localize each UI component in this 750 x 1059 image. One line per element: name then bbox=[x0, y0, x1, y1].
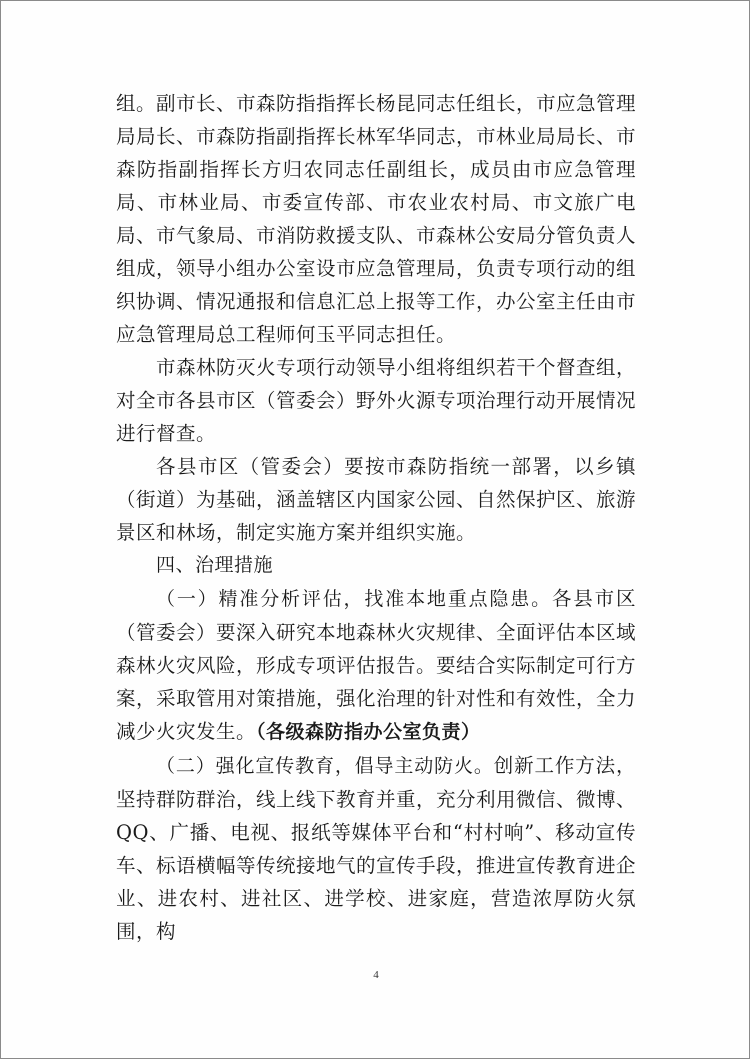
measure-item-1-responsibility: （各级森防指办公室负责） bbox=[256, 721, 481, 743]
measure-item-2 bbox=[116, 749, 636, 948]
page-number: 4 bbox=[373, 969, 379, 981]
measure-item-1-lead: （一）精准分析评估，找准本地重点隐患。 bbox=[156, 588, 552, 610]
paragraph-county-deployment: 各县市区（管委会）要按市森防指统一部署，以乡镇（街道）为基础，涵盖辖区内国家公园、自然保护区、旅游景区和林场，制定实施方案并组织实施。 bbox=[116, 455, 637, 544]
measure-item-1 bbox=[116, 582, 636, 749]
measure-item-2-body: 创新工作方法，坚持群防群治，线上线下教育并重，充分利用微信、微博、QQ、广播、电视、报纸等媒体平台和“村村响”、移动宣传车、标语横幅等传统接地气的宣传手段，推进宣传教育进企业、进农村、进社区、进学校、进家庭，营造浓厚防火氛围，构 bbox=[116, 754, 637, 943]
measure-item-2-lead: （二）强化宣传教育，倡导主动防火。 bbox=[156, 755, 494, 777]
paragraph-leading-group: 组。副市长、市森防指指挥长杨昆同志任组长，市应急管理局局长、市森防指副指挥长林军华同志，市林业局局长、市森防指副指挥长方归农同志任副组长，成员由市应急管理局、市林业局、市委宣传部、市农业农村局、市文旅广电局、市气象局、市消防救援支队、市森林公安局分管负责人组成，领导小组办公室设市应急管理局，负责专项行动的组织协调、情况通报和信息汇总上报等工作，办公室主任由市应急管理局总工程师何玉平同志担任。 bbox=[116, 92, 637, 346]
measure-item-1-body: 各县市区（管委会）要深入研究本地森林火灾规律、全面评估本区域森林火灾风险，形成专项评估报告。要结合实际制定可行方案，采取管用对策措施，强化治理的针对性和有效性，全力减少火灾发生。 bbox=[116, 587, 637, 743]
section-heading: 四、治理措施 bbox=[156, 554, 274, 576]
document-body bbox=[116, 87, 636, 948]
paragraph-inspection-groups: 市森林防灭火专项行动领导小组将组织若干个督查组，对全市各县市区（管委会）野外火源专项治理行动开展情况进行督查。 bbox=[116, 356, 637, 445]
